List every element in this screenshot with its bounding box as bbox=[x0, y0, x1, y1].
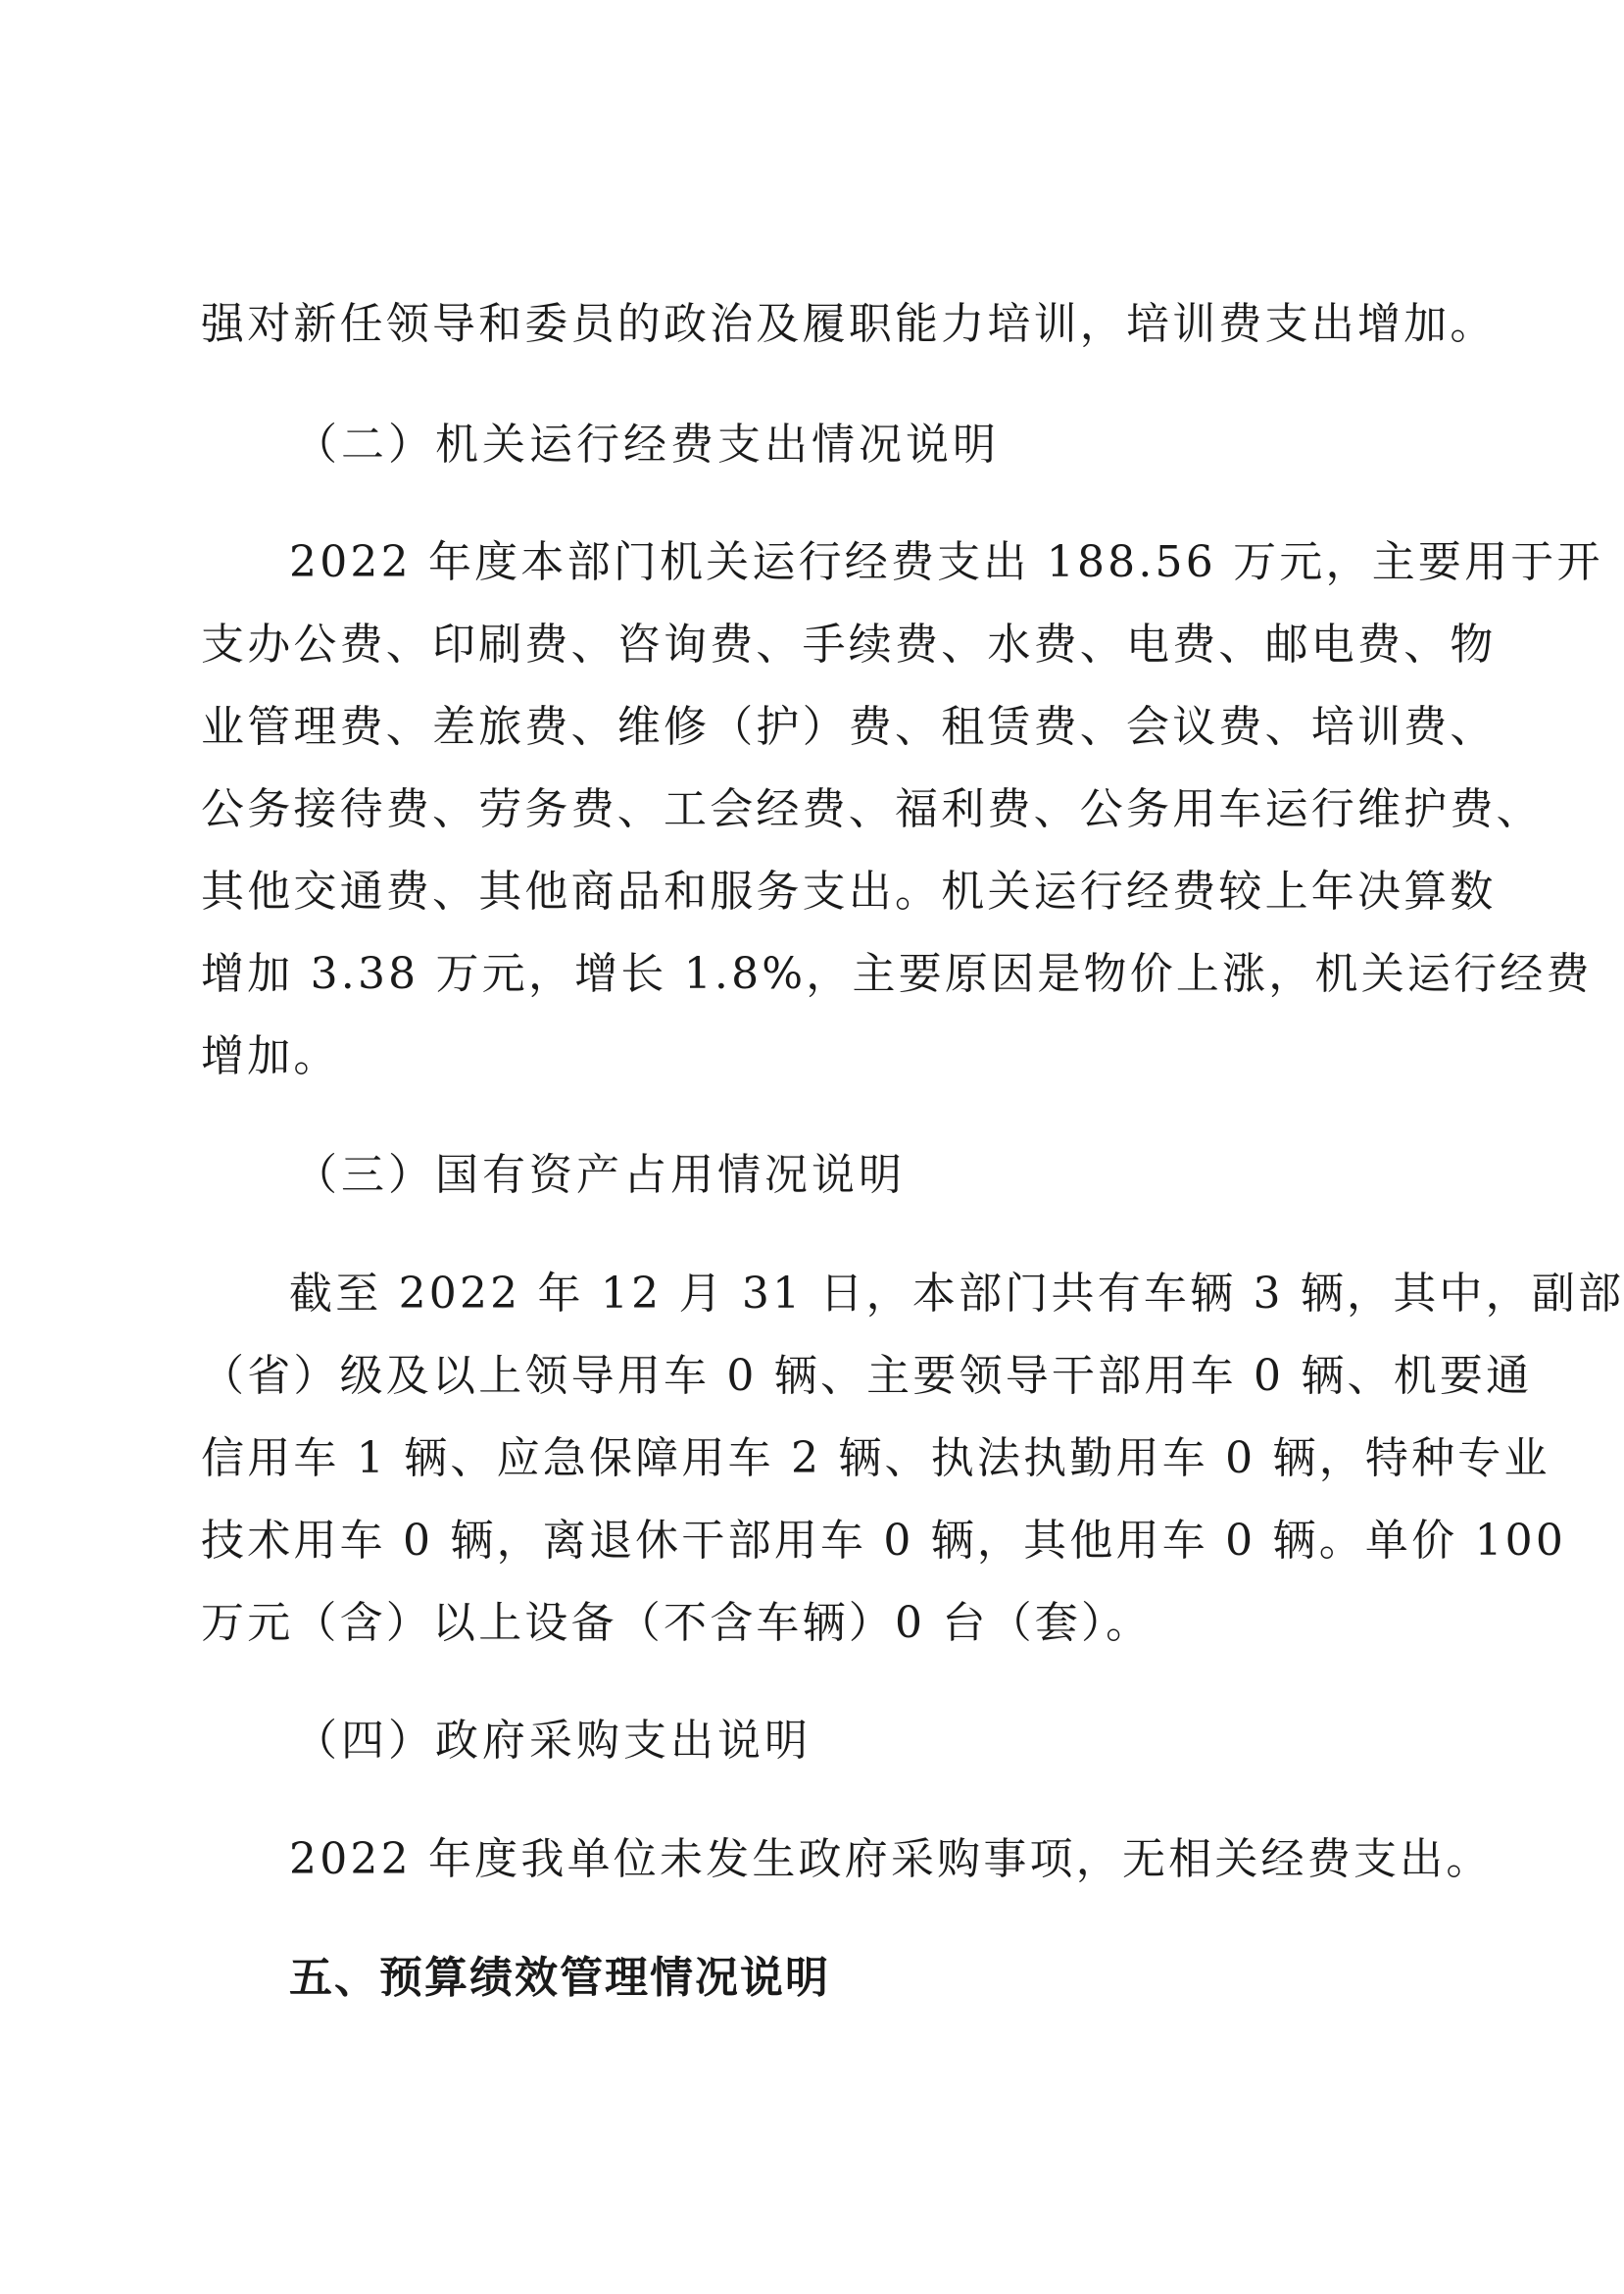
paragraph-line: 2022 年度我单位未发生政府采购事项，无相关经费支出。 bbox=[289, 1834, 1493, 1884]
paragraph-line: 支办公费、印刷费、咨询费、手续费、水费、电费、邮电费、物 bbox=[201, 620, 1497, 670]
paragraph-line: 强对新任领导和委员的政治及履职能力培训，培训费支出增加。 bbox=[201, 299, 1497, 349]
paragraph-line: 增加 3.38 万元，增长 1.8%，主要原因是物价上涨，机关运行经费 bbox=[201, 949, 1593, 999]
paragraph-line: 公务接待费、劳务费、工会经费、福利费、公务用车运行维护费、 bbox=[201, 784, 1543, 834]
paragraph-line: 截至 2022 年 12 月 31 日，本部门共有车辆 3 辆，其中，副部 bbox=[289, 1269, 1624, 1319]
section-heading-4: （四）政府采购支出说明 bbox=[294, 1716, 812, 1766]
paragraph-line: 信用车 1 辆、应急保障用车 2 辆、执法执勤用车 0 辆，特种专业 bbox=[201, 1433, 1550, 1483]
paragraph-line: 2022 年度本部门机关运行经费支出 188.56 万元，主要用于开 bbox=[289, 537, 1603, 587]
section-heading-3: （三）国有资产占用情况说明 bbox=[294, 1150, 906, 1200]
paragraph-line: 万元（含）以上设备（不含车辆）0 台（套）。 bbox=[201, 1598, 1153, 1648]
paragraph-line: 增加。 bbox=[201, 1031, 340, 1081]
paragraph-line: （省）级及以上领导用车 0 辆、主要领导干部用车 0 辆、机要通 bbox=[201, 1351, 1533, 1401]
paragraph-line: 其他交通费、其他商品和服务支出。机关运行经费较上年决算数 bbox=[201, 867, 1497, 917]
section-heading-2: （二）机关运行经费支出情况说明 bbox=[294, 420, 1000, 470]
paragraph-line: 业管理费、差旅费、维修（护）费、租赁费、会议费、培训费、 bbox=[201, 702, 1497, 752]
paragraph-line: 技术用车 0 辆，离退休干部用车 0 辆，其他用车 0 辆。单价 100 bbox=[201, 1516, 1567, 1566]
section-heading-5: 五、预算绩效管理情况说明 bbox=[289, 1953, 830, 2003]
